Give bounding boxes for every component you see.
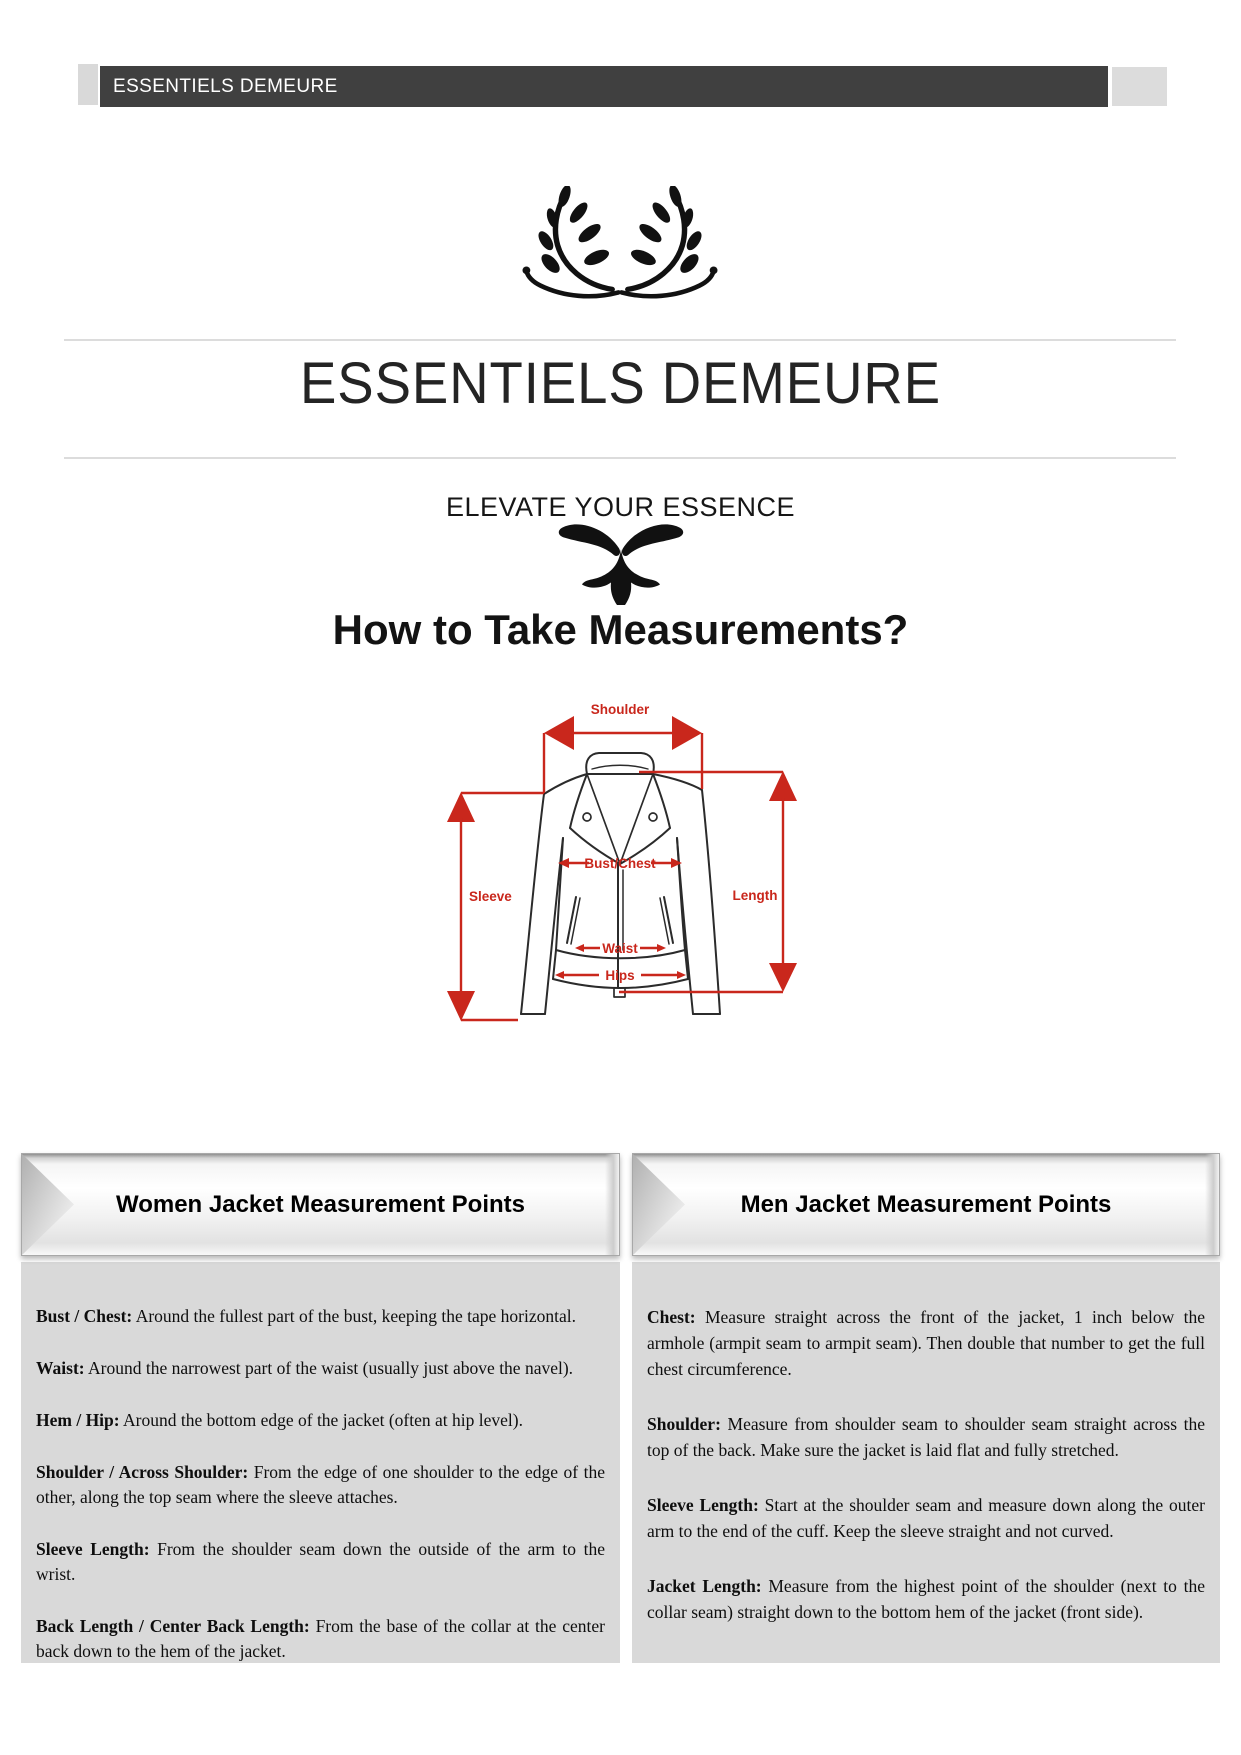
item-text: Around the fullest part of the bust, keeping the tape horizontal. [135,1306,576,1326]
item-text: From the shoulder seam down the outside of the arm to the wrist. [36,1539,605,1584]
item-text: Measure from the highest point of the shoulder (next to the collar seam) straight down to the bottom hem of the jacket (front side). [647,1576,1205,1622]
header-bar [100,66,1108,107]
item-label: Sleeve Length: [36,1539,150,1559]
item-label: Shoulder / Across Shoulder: [36,1462,249,1482]
item-label: Sleeve Length: [647,1495,759,1515]
women-measurement-panel [21,1153,620,1663]
arrowhead-right-small-icon [671,858,682,868]
flourish-icon [503,186,737,300]
item-label: Jacket Length: [647,1576,762,1596]
sleeve-label: Sleeve [469,889,512,904]
fleur-icon [556,516,686,606]
brand-tagline: ELEVATE YOUR ESSENCE [445,492,796,522]
arrowhead-right-small-icon [677,971,686,979]
arrowhead-up-icon [769,771,797,801]
length-label: Length [732,888,778,903]
bust-chest-label: Bust/Chest [584,856,656,871]
divider-line-bottom [64,457,1176,459]
item-label: Bust / Chest: [36,1306,133,1326]
item-text: Around the narrowest part of the waist (usually just above the navel). [88,1358,574,1378]
measurement-item [36,1356,605,1381]
item-text: Around the bottom edge of the jacket (often at hip level). [123,1410,523,1430]
men-panel-title: Men Jacket Measurement Points [740,1190,1112,1218]
divider-line-top [64,339,1176,341]
floral-flourish-ornament [503,186,737,300]
measurement-item [647,1304,1205,1382]
item-text: From the base of the collar at the center back down to the hem of the jacket. [36,1616,605,1661]
measurement-item [36,1460,605,1510]
arrowhead-right-icon [672,716,702,750]
measurement-annotations [447,702,797,1021]
arrowhead-left-icon [544,716,574,750]
item-text: From the edge of one shoulder to the edge of the other, along the top seam where the sleeve attaches. [36,1462,605,1507]
essence-ornament [556,516,686,606]
header-left-tab [78,64,98,105]
women-panel-banner [21,1153,620,1256]
jacket-measurement-diagram [403,692,808,1042]
women-panel-title: Women Jacket Measurement Points [115,1190,526,1218]
item-label: Shoulder: [647,1414,721,1434]
arrowhead-left-small-icon [555,971,564,979]
measurement-item [36,1304,605,1329]
header-right-tab [1112,67,1167,106]
measurement-item [647,1411,1205,1463]
arrowhead-down-icon [769,963,797,992]
measurement-item [36,1408,605,1433]
page-title: How to Take Measurements? [332,606,909,653]
arrowhead-left-small-icon [575,944,584,952]
arrowhead-up-icon [447,792,475,822]
arrowhead-down-icon [447,991,475,1021]
men-panel-body [632,1262,1220,1663]
item-label: Chest: [647,1307,696,1327]
item-text: Measure straight across the front of the jacket, 1 inch below the armhole (armpit seam to armpit seam). Then double that number to get the full chest circumference. [647,1307,1206,1379]
measurement-item [647,1573,1205,1625]
brand-title: ESSENTIELS DEMEURE [299,351,942,416]
item-label: Waist: [36,1358,85,1378]
item-label: Hem / Hip: [36,1410,120,1430]
women-panel-body [21,1262,620,1663]
measurement-item [36,1537,605,1587]
arrowhead-right-small-icon [657,944,666,952]
measurement-item [647,1492,1205,1544]
waist-label: Waist [602,941,638,956]
men-panel-banner [632,1153,1220,1256]
header-brand-text: ESSENTIELS DEMEURE [113,75,338,97]
item-label: Back Length / Center Back Length: [36,1616,310,1636]
shoulder-label: Shoulder [590,702,650,717]
jacket-diagram-svg [403,692,808,1042]
measurement-item [36,1614,605,1664]
item-text: Measure from shoulder seam to shoulder seam straight across the top of the back. Make sure the jacket is laid flat and fully stretched. [647,1414,1206,1460]
hips-label: Hips [605,968,635,983]
men-measurement-panel [632,1153,1220,1663]
item-text: Start at the shoulder seam and measure down along the outer arm to the end of the cuff. Keep the sleeve straight and not curved. [647,1495,1205,1541]
